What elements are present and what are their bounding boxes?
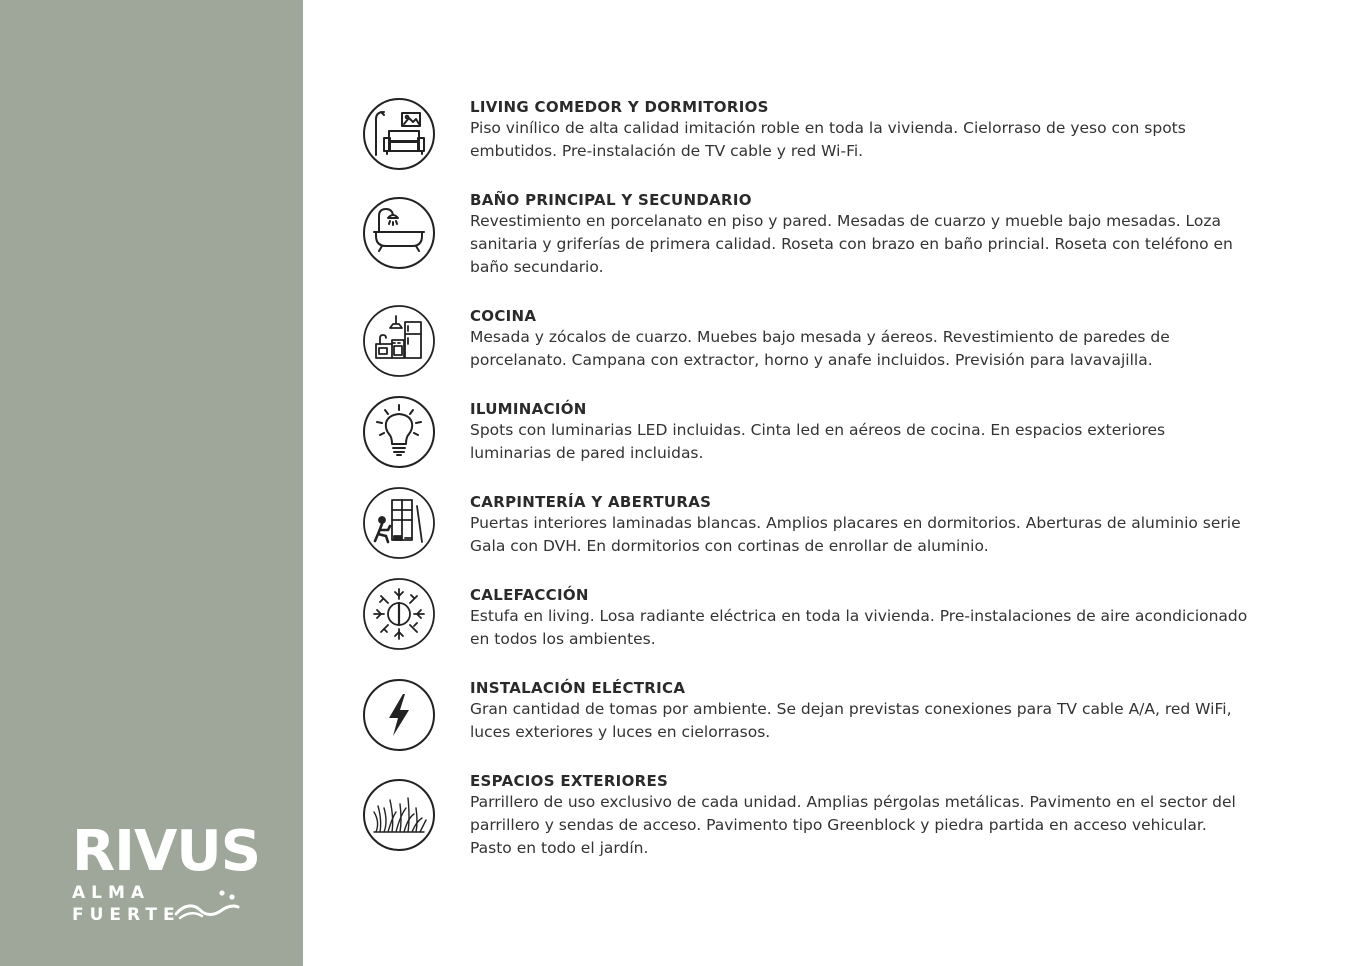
brand-name: RIVUS — [72, 819, 261, 884]
feature-description: Parrillero de uso exclusivo de cada unidad. Amplias pérgolas metálicas. Pavimento en el sector del parrillero y sendas de acceso. Pavimento tipo Greenblock y piedra partida en acceso vehicular. Pasto en todo el jardín. — [470, 793, 1236, 857]
feature-text — [470, 771, 1250, 860]
feature-text — [470, 190, 1250, 279]
carpentry-icon — [362, 486, 436, 560]
feature-title: CARPINTERÍA Y ABERTURAS — [470, 493, 712, 511]
lightning-icon — [362, 678, 436, 752]
feature-text — [470, 678, 1250, 744]
feature-text — [470, 585, 1250, 651]
feature-text — [470, 97, 1250, 163]
living-room-icon — [362, 97, 436, 171]
brand-line-1: ALMA — [72, 883, 151, 903]
feature-description: Piso vinílico de alta calidad imitación roble en toda la vivienda. Cielorraso de yeso con spots embutidos. Pre-instalación de TV cable y red Wi-Fi. — [470, 119, 1186, 160]
feature-title: COCINA — [470, 307, 537, 325]
feature-text — [470, 306, 1250, 372]
kitchen-icon — [362, 304, 436, 378]
lightbulb-icon — [362, 395, 436, 469]
feature-description: Mesada y zócalos de cuarzo. Muebes bajo mesada y áereos. Revestimiento de paredes de porcelanato. Campana con extractor, horno y anafe incluidos. Previsión para lavavajilla. — [470, 328, 1170, 369]
feature-text — [470, 399, 1250, 465]
feature-description: Revestimiento en porcelanato en piso y pared. Mesadas de cuarzo y mueble bajo mesadas. Loza sanitaria y griferías de primera calidad. Roseta con brazo en baño princial. Roseta con teléfono en baño secundario. — [470, 212, 1233, 276]
feature-description: Puertas interiores laminadas blancas. Amplios placares en dormitorios. Aberturas de aluminio serie Gala con DVH. En dormitorios con cortinas de enrollar de aluminio. — [470, 514, 1241, 555]
bathtub-icon — [362, 196, 436, 270]
wave-icon — [174, 888, 240, 922]
grass-icon — [362, 778, 436, 852]
feature-title: BAÑO PRINCIPAL Y SECUNDARIO — [470, 191, 752, 209]
feature-title: INSTALACIÓN ELÉCTRICA — [470, 679, 686, 697]
feature-title: CALEFACCIÓN — [470, 586, 589, 604]
feature-title: ILUMINACIÓN — [470, 400, 587, 418]
heating-icon — [362, 577, 436, 651]
brand-logo — [72, 819, 261, 926]
feature-title: ESPACIOS EXTERIORES — [470, 772, 669, 790]
feature-description: Spots con luminarias LED incluidas. Cinta led en aéreos de cocina. En espacios exteriores luminarias de pared incluidas. — [470, 421, 1166, 462]
feature-title: LIVING COMEDOR Y DORMITORIOS — [470, 98, 769, 116]
feature-text — [470, 492, 1250, 558]
feature-description: Estufa en living. Losa radiante eléctrica en toda la vivienda. Pre-instalaciones de aire acondicionado en todos los ambientes. — [470, 607, 1248, 648]
feature-description: Gran cantidad de tomas por ambiente. Se dejan previstas conexiones para TV cable A/A, red WiFi, luces exteriores y luces en cielorrasos. — [470, 700, 1232, 741]
brand-line-2: FUERTE — [72, 905, 181, 925]
sidebar — [0, 0, 303, 966]
